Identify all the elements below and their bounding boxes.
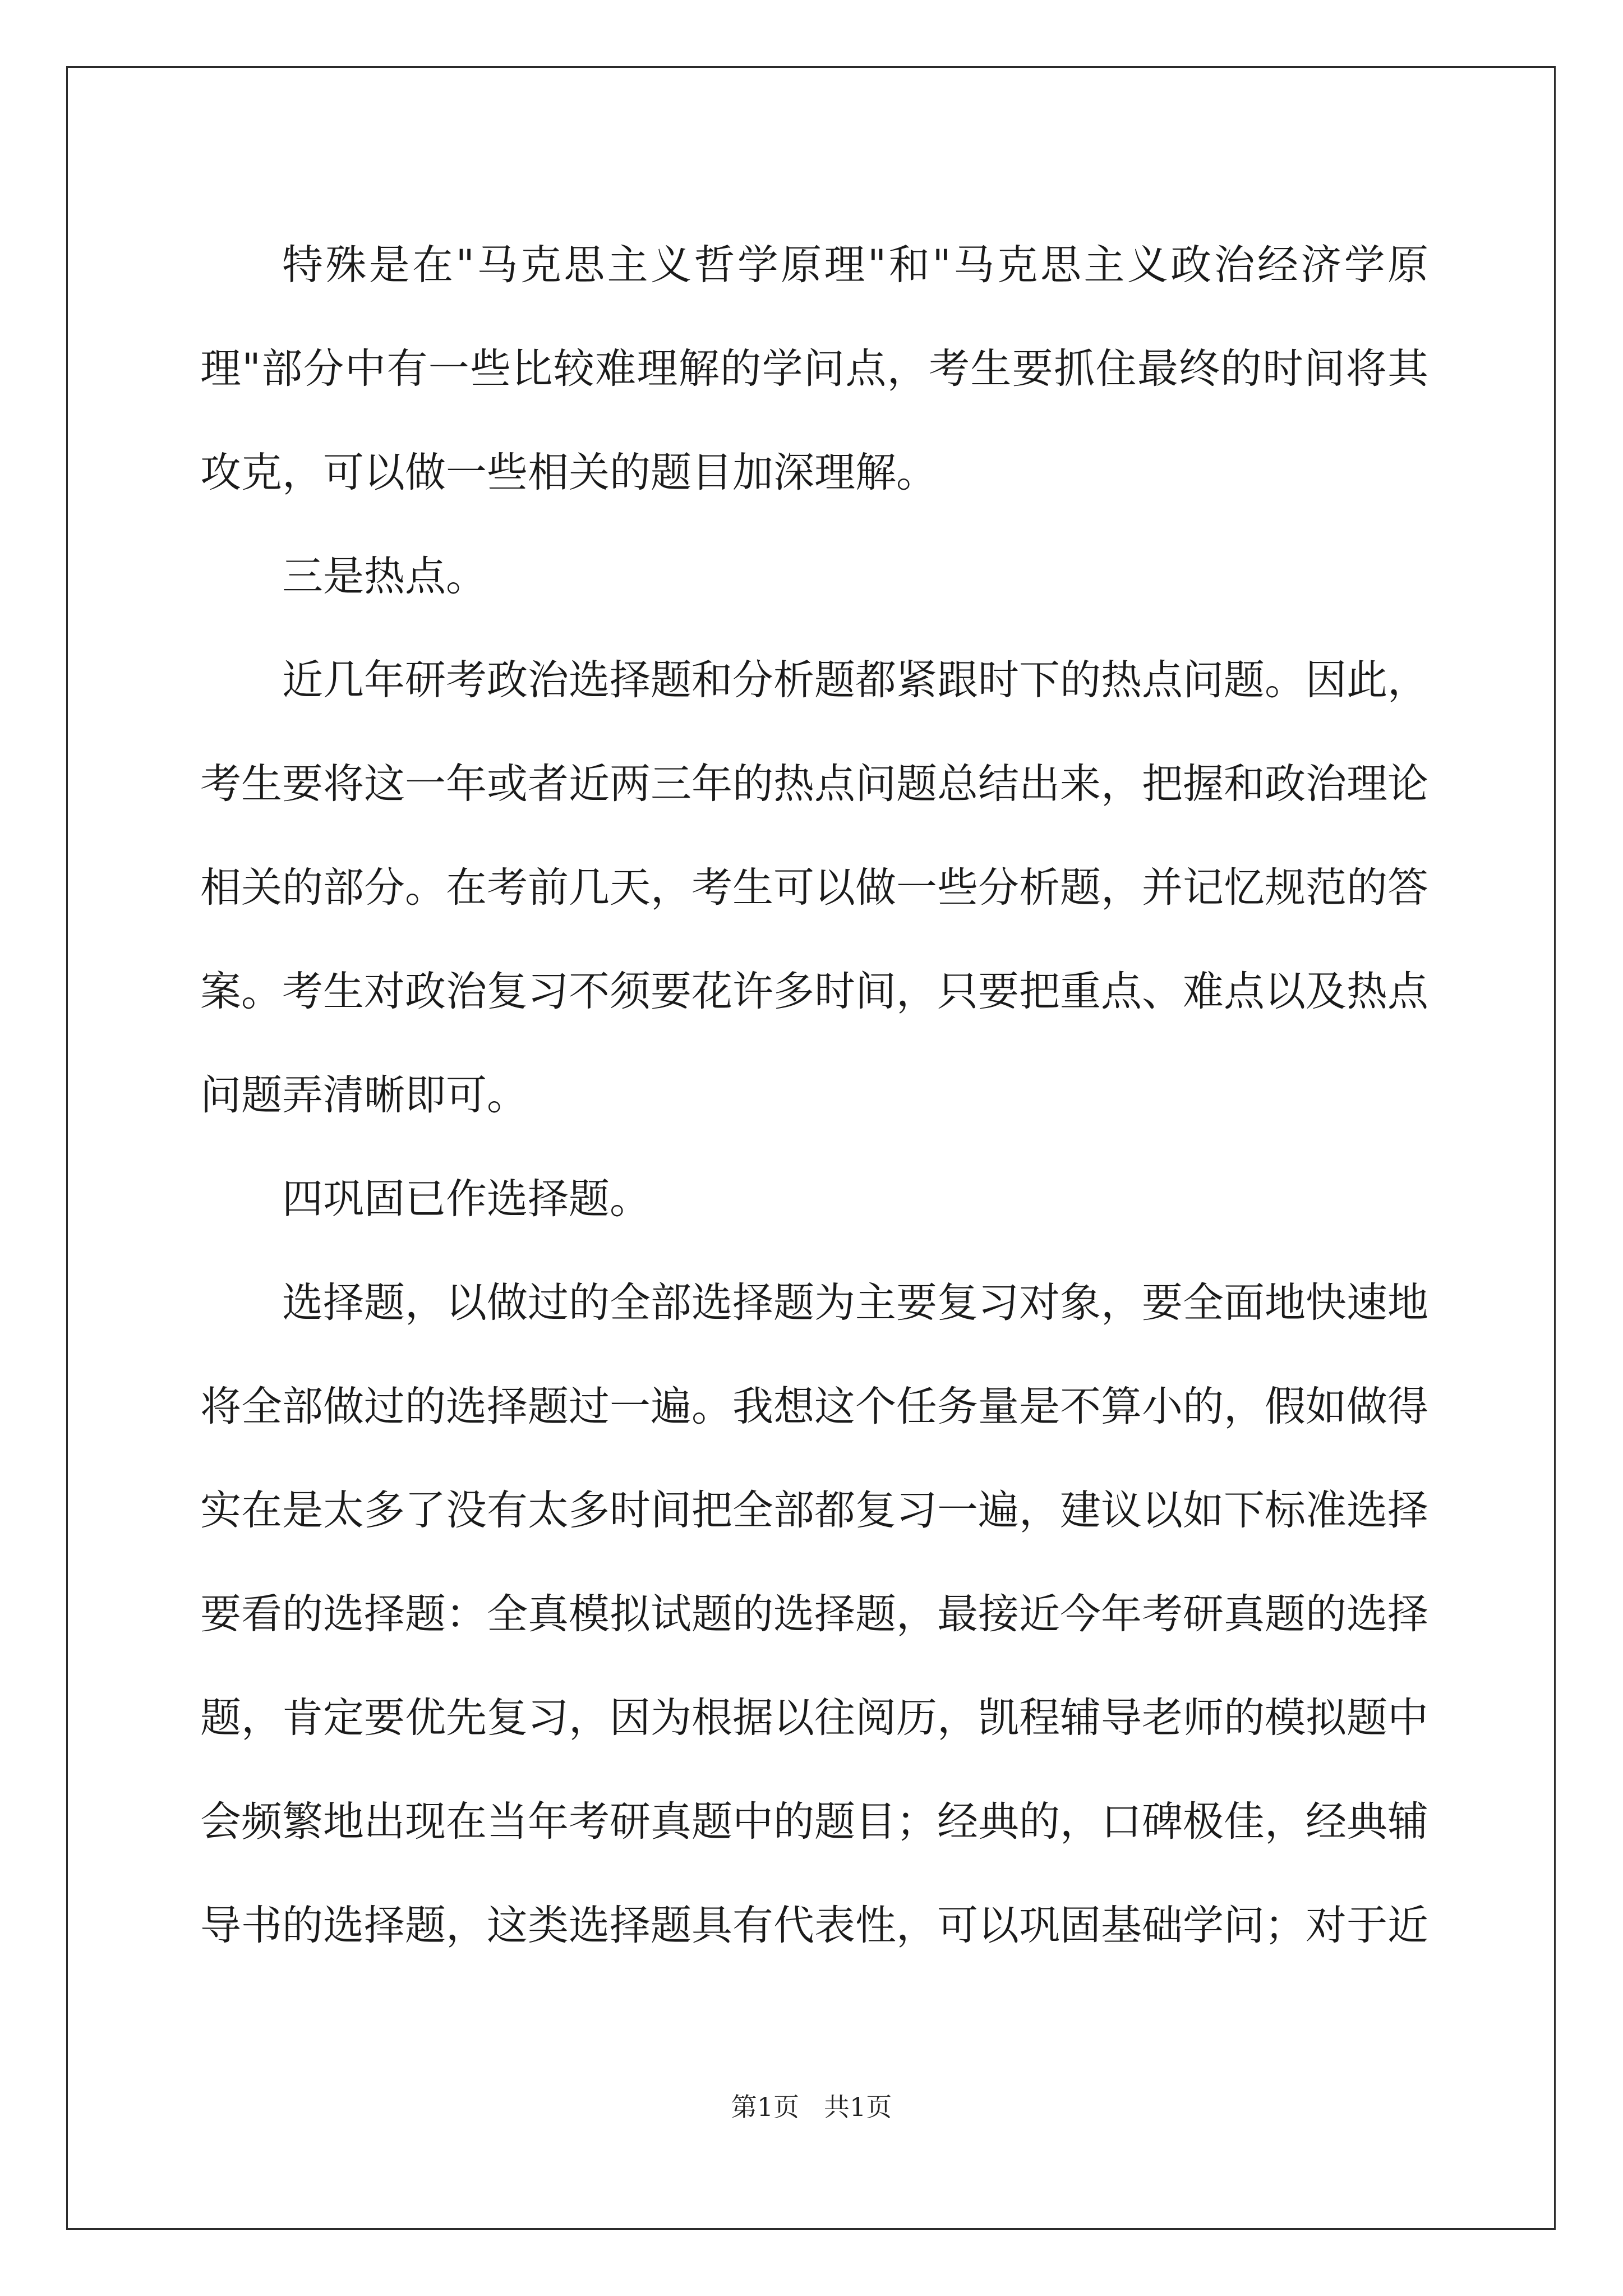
document-body	[200, 213, 1428, 1977]
paragraph-1: 特殊是在"马克思主义哲学原理"和"马克思主义政治经济学原理"部分中有一些比较难理解的学问点，考生要抓住最终的时间将其攻克，可以做一些相关的题目加深理解。	[200, 241, 1428, 496]
page-number: 第1页	[731, 2092, 800, 2122]
paragraph-3: 近几年研考政治选择题和分析题都紧跟时下的热点问题。因此，考生要将这一年或者近两三年的热点问题总结出来，把握和政治理论相关的部分。在考前几天，考生可以做一些分析题，并记忆规范的答案。考生对政治复习不须要花许多时间，只要把重点、难点以及热点问题弄清晰即可。	[200, 656, 1428, 1119]
page-footer	[0, 2087, 1623, 2124]
paragraph-2: 三是热点。	[282, 553, 487, 600]
paragraph-5: 选择题，以做过的全部选择题为主要复习对象，要全面地快速地将全部做过的选择题过一遍。我想这个任务量是不算小的，假如做得实在是太多了没有太多时间把全部都复习一遍，建议以如下标准选择要看的选择题：全真模拟试题的选择题，最接近今年考研真题的选择题，肯定要优先复习，因为根据以往阅历，凯程辅导老师的模拟题中会频繁地出现在当年考研真题中的题目；经典的，口碑极佳，经典辅导书的选择题，这类选择题具有代表性，可以巩固基础学问；对于近	[200, 1279, 1428, 1949]
paragraph-4: 四巩固已作选择题。	[282, 1175, 651, 1223]
page-total: 共1页	[823, 2092, 892, 2122]
